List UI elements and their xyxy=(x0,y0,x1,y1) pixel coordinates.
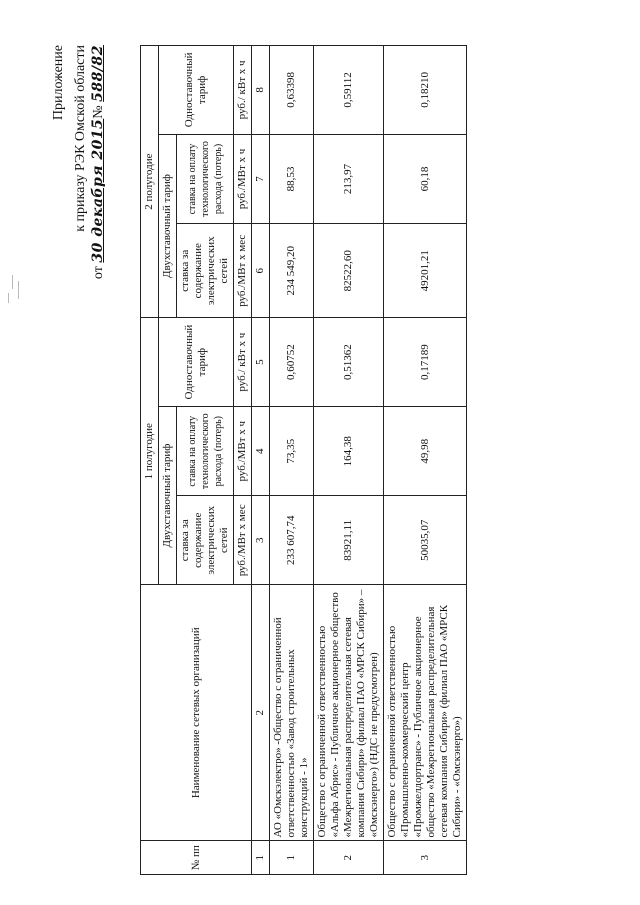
table-row xyxy=(270,46,314,875)
half2-loss-header: ставка на оплату технологического расхода (потерь) xyxy=(177,134,234,223)
half1-two-part-header: Двухставочный тариф xyxy=(159,406,177,584)
org-name: Общество с ограниченной ответственностью «Альфа Абрис» - Публичное акционерное общество «Межрегиональная распределительная сетевая компания Сибири» (филиал ПАО «МРСК Сибири» – «Омскэнерго») (НДС не предусмотрен) xyxy=(314,585,384,841)
table-row xyxy=(314,46,384,875)
value-cell: 83921,11 xyxy=(314,496,384,585)
date-prefix: от xyxy=(91,266,106,280)
col-number: 7 xyxy=(252,134,270,223)
column-numbers-row xyxy=(252,46,270,875)
col-num-header: № пп xyxy=(141,841,252,875)
handwritten-number: 588/82 xyxy=(90,45,106,102)
unit-cell: руб./МВт х ч xyxy=(234,406,252,495)
half1-maint-header: ставка за содержание электрических сетей xyxy=(177,496,234,585)
value-cell: 164,38 xyxy=(314,406,384,495)
row-number: 2 xyxy=(314,841,384,875)
row-number: 1 xyxy=(270,841,314,875)
value-cell: 88,53 xyxy=(270,134,314,223)
header-row-1 xyxy=(141,46,159,875)
order-reference: к приказу РЭК Омской области xyxy=(73,45,88,232)
value-cell: 73,35 xyxy=(270,406,314,495)
half1-loss-header: ставка на оплату технологического расхода (потерь) xyxy=(177,406,234,495)
org-name: Общество с ограниченной ответственностью «Промышленно-коммерческий центр «Промжелдортранс» - Публичное акционерное общество «Межрегиональная распределительная сетевая компания Сибири» (филиал ПАО «МРСК Сибири» - «Омскэнерго») xyxy=(384,585,467,841)
col-org-header: Наименование сетевых организаций xyxy=(141,585,252,841)
number-prefix: № xyxy=(91,105,106,119)
col-number: 4 xyxy=(252,406,270,495)
unit-cell: руб./МВт х ч xyxy=(234,134,252,223)
col-number: 5 xyxy=(252,318,270,407)
value-cell: 60,18 xyxy=(384,134,467,223)
half2-one-part-header: Одноставочный тариф xyxy=(159,46,234,135)
handwritten-date: 30 декабря 2015 xyxy=(90,118,106,263)
col-number: 1 xyxy=(252,841,270,875)
half2-maint-header: ставка за содержание электрических сетей xyxy=(177,224,234,318)
unit-cell: руб./МВт х мес xyxy=(234,224,252,318)
value-cell: 50035,07 xyxy=(384,496,467,585)
col-number: 8 xyxy=(252,46,270,135)
org-name: АО «Омскэлектро» -Общество с ограниченной ответственностью «Завод строительных конструкций - 1» xyxy=(270,585,314,841)
col-number: 2 xyxy=(252,585,270,841)
value-cell: 213,97 xyxy=(314,134,384,223)
col-number: 3 xyxy=(252,496,270,585)
tariff-table xyxy=(140,45,467,875)
value-cell: 234 549,20 xyxy=(270,224,314,318)
scan-marks xyxy=(4,269,26,305)
value-cell: 233 607,74 xyxy=(270,496,314,585)
value-cell: 49201,21 xyxy=(384,224,467,318)
unit-cell: руб./ кВт х ч xyxy=(234,318,252,407)
col-number: 6 xyxy=(252,224,270,318)
half2-header: 2 полугодие xyxy=(141,46,159,318)
row-number: 3 xyxy=(384,841,467,875)
half1-one-part-header: Одноставочный тариф xyxy=(159,318,234,407)
value-cell: 0,17189 xyxy=(384,318,467,407)
value-cell: 82522,60 xyxy=(314,224,384,318)
value-cell: 0,59112 xyxy=(314,46,384,135)
half2-two-part-header: Двухставочный тариф xyxy=(159,134,177,318)
half1-header: 1 полугодие xyxy=(141,318,159,585)
value-cell: 0,18210 xyxy=(384,46,467,135)
value-cell: 49,98 xyxy=(384,406,467,495)
value-cell: 0,51362 xyxy=(314,318,384,407)
value-cell: 0,60752 xyxy=(270,318,314,407)
unit-cell: руб./МВт х мес xyxy=(234,496,252,585)
appendix-title: Приложение xyxy=(51,45,66,121)
value-cell: 0,63398 xyxy=(270,46,314,135)
order-date-line xyxy=(90,45,107,279)
table-row xyxy=(384,46,467,875)
unit-cell: руб./ кВт х ч xyxy=(234,46,252,135)
